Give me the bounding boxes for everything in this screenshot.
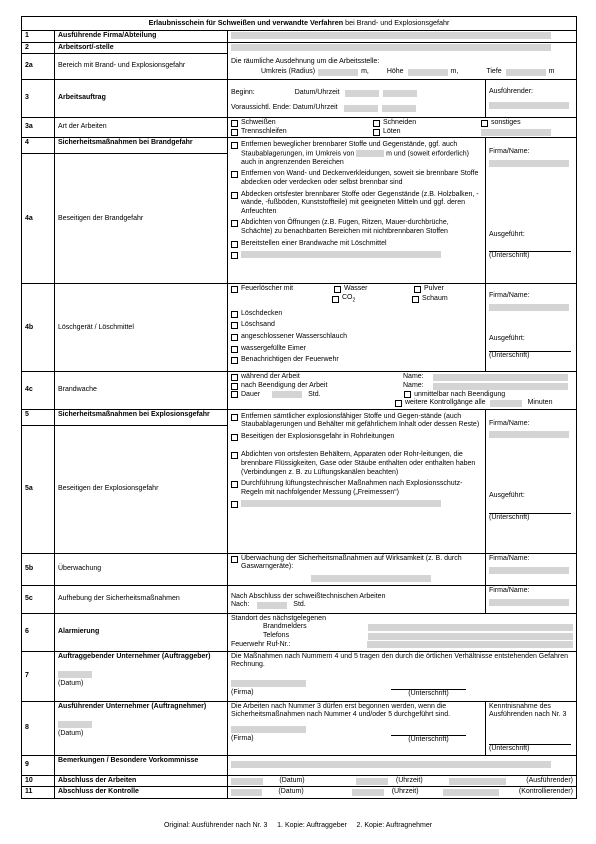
work-end-cell	[228, 775, 577, 787]
start-time-field[interactable]	[383, 90, 417, 97]
done-label: Ausgeführt:	[489, 334, 525, 342]
executor-label: Ausführender:	[489, 88, 533, 96]
row-label: Beseitigen der Explosionsgefahr	[55, 425, 228, 553]
measure-text: Beseitigen der Explosionsgefahr in Rohrleitungen	[241, 432, 395, 440]
work-type-cell	[228, 118, 577, 138]
subscript: 2	[352, 297, 356, 304]
role-label: (Ausführender)	[526, 776, 573, 784]
option-label: weitere Kontrollgänge alle	[405, 399, 486, 407]
time-label: (Uhrzeit)	[391, 788, 419, 796]
checkbox[interactable]	[231, 501, 238, 508]
checkbox[interactable]	[231, 252, 238, 259]
row-number: 1	[22, 30, 55, 42]
row-label: Brandwache	[55, 372, 228, 409]
checkbox[interactable]	[231, 556, 238, 563]
name-field[interactable]	[433, 383, 568, 390]
measure-text: Entfernen von Wand- und Deckenverkleidungen, soweit sie brennbare Stoffe abdecken oder verdecken oder selbst brennbar sind	[241, 170, 479, 187]
duration-field[interactable]	[272, 391, 302, 398]
measure-text: Abdecken ortsfester brennbarer Stoffe oder Gegenstände (z.B. Holzbalken, -wände, -fußböden, Kunststoffteile) mit geeigneten Mitteln und ggf. deren Anfeuchten	[241, 190, 479, 215]
other-field[interactable]	[481, 129, 551, 136]
hours-field[interactable]	[257, 602, 287, 609]
lifting-cell	[228, 585, 486, 613]
checkbox[interactable]	[231, 171, 238, 178]
checkbox[interactable]	[231, 434, 238, 441]
row-number: 4c	[22, 372, 55, 409]
signature-label: (Unterschrift)	[391, 735, 466, 745]
firm-field[interactable]	[228, 30, 577, 42]
acknowledgement-cell	[486, 701, 577, 755]
monitoring-text: Überwachung der Sicherheitsmaßnahmen auf Wirksamkeit (z. B. durch Gaswarngeräte):	[241, 554, 462, 571]
lifting-signoff-cell	[486, 585, 577, 613]
row-number: 7	[22, 651, 55, 701]
checkbox[interactable]	[231, 383, 238, 390]
checkbox[interactable]	[231, 129, 238, 136]
row-label: Arbeitsort/-stelle	[55, 42, 228, 54]
extinguisher-signoff-cell	[486, 284, 577, 372]
checkbox[interactable]	[231, 357, 238, 364]
location-cell	[228, 42, 577, 80]
checkbox[interactable]	[231, 142, 238, 149]
row-number: 4	[22, 138, 55, 154]
checkbox[interactable]	[231, 286, 238, 293]
row-number: 5c	[22, 585, 55, 613]
option-label: CO	[342, 293, 353, 301]
time-field[interactable]	[356, 778, 388, 785]
row-number: 5	[22, 409, 55, 425]
measure-text: Abdichten von Öffnungen (z.B. Fugen, Ritzen, Mauer-durchbrüche, Schächte) zu benachbarten Bereichen mit nichtbrennbaren Stoffen	[241, 219, 449, 235]
permit-table	[21, 16, 577, 799]
unit-label: Std.	[293, 601, 306, 609]
option-label: Schaum	[422, 295, 448, 303]
firm-label: Firma/Name:	[489, 419, 530, 427]
checkbox[interactable]	[231, 391, 238, 398]
option-label: wassergefüllte Eimer	[241, 344, 306, 352]
row-label: Abschluss der Kontrolle	[55, 787, 228, 799]
date-label: (Datum)	[58, 680, 84, 688]
datetime-label: Datum/Uhrzeit	[294, 89, 340, 97]
firm-label: (Firma)	[231, 735, 254, 743]
checkbox[interactable]	[231, 220, 238, 227]
signature-label: (Unterschrift)	[391, 689, 466, 699]
time-label: (Uhrzeit)	[395, 776, 423, 784]
checkbox[interactable]	[395, 400, 402, 407]
permit-form	[21, 16, 576, 799]
date-field[interactable]	[231, 778, 263, 785]
other-measure-field[interactable]	[241, 251, 441, 258]
depth-label: Tiefe	[486, 68, 502, 76]
checkbox[interactable]	[231, 452, 238, 459]
row-number: 11	[22, 787, 55, 799]
option-label: Löschsand	[241, 321, 275, 329]
row-label: Art der Arbeiten	[55, 118, 228, 138]
height-label: Höhe	[386, 68, 404, 76]
measure-text: Durchführung lüftungstechnischer Maßnahmen nach Explosionsschutz-Regeln mit nachfolgender Messung („Freimessen“)	[241, 480, 463, 496]
detector-label: Brandmelders	[263, 623, 307, 631]
unit-label: Std.	[308, 390, 321, 398]
phone-label: Telefons	[263, 632, 290, 639]
date-field[interactable]	[58, 671, 92, 678]
checkbox[interactable]	[231, 481, 238, 488]
row-label: Auftraggebender Unternehmer (Auftraggeber)	[58, 652, 211, 660]
measure-text: Abdichten von ortsfesten Behältern, Apparaten oder Rohr-leitungen, die brennbare Flüssigkeiten, Gase oder Stäube enthalten oder enthalten haben (Verbindungen z. B. zu Lüftungskanälen beachten)	[241, 451, 476, 476]
fire-dept-label: Feuerwehr Ruf-Nr.:	[231, 640, 291, 648]
date-label: (Datum)	[278, 788, 304, 796]
end-time-field[interactable]	[382, 105, 416, 112]
row-label: Alarmierung	[55, 613, 228, 651]
date-field[interactable]	[231, 789, 262, 796]
option-label: Dauer	[241, 390, 261, 398]
contractor-cell	[55, 701, 228, 755]
unit-label: m,	[450, 68, 459, 76]
row-label: Überwachung	[55, 553, 228, 585]
monitoring-cell	[228, 553, 486, 585]
row-label: Ausführender Unternehmer (Auftragnehmer)	[58, 702, 207, 710]
lifting-text: Nach Abschluss der schweißtechnischen Arbeiten	[231, 592, 386, 600]
name-label: Name:	[403, 381, 424, 389]
checkbox[interactable]	[334, 286, 341, 293]
measure-text: Entfernen beweglicher brennbarer Stoffe und Gegenstände, ggf. auch Staubablagerungen, im Umkreis von	[241, 141, 458, 158]
checkbox[interactable]	[332, 296, 339, 303]
fire-measures-cell	[228, 138, 486, 284]
row-number: 5b	[22, 553, 55, 585]
option-label: Löschdecken	[241, 309, 283, 317]
detector-field[interactable]	[368, 624, 573, 631]
radius-field[interactable]	[318, 69, 358, 76]
row-label: Bemerkungen / Besondere Vorkommnisse	[55, 755, 228, 775]
option-label: Pulver	[424, 285, 444, 293]
option-label: unmittelbar nach Beendigung	[414, 390, 506, 398]
option-label: nach Beendigung der Arbeit	[241, 381, 328, 389]
row-number: 2	[22, 42, 55, 54]
unit-label: Minuten	[527, 399, 553, 407]
signature-label: (Unterschrift)	[489, 744, 571, 754]
control-end-cell	[228, 787, 577, 799]
row-number: 2a	[22, 54, 55, 80]
acknowledgement-text: Kenntnisnahme des Ausführenden nach Nr. 3	[489, 702, 567, 719]
measure-text: Bereitstellen einer Brandwache mit Löschmittel	[241, 239, 387, 247]
location-text: Standort des nächstgelegenen	[231, 614, 326, 622]
checkbox[interactable]	[231, 322, 238, 329]
row-number: 3	[22, 80, 55, 118]
monitoring-signoff-cell	[486, 553, 577, 585]
checkbox[interactable]	[481, 120, 488, 127]
row-label: Sicherheitsmaßnahmen bei Brandgefahr	[55, 138, 228, 154]
monitoring-field[interactable]	[311, 575, 431, 582]
row-label: Aufhebung der Sicherheitsmaßnahmen	[55, 585, 228, 613]
signature-field[interactable]	[449, 778, 506, 785]
checkbox[interactable]	[231, 414, 238, 421]
role-label: (Kontrollierender)	[518, 788, 573, 796]
checkbox[interactable]	[231, 241, 238, 248]
phone-field[interactable]	[368, 633, 573, 640]
end-date-field[interactable]	[344, 105, 378, 112]
firm-field[interactable]	[231, 726, 306, 733]
row-number: 3a	[22, 118, 55, 138]
checkbox[interactable]	[414, 286, 421, 293]
signature-label: (Unterschrift)	[489, 251, 571, 261]
option-label: sonstiges	[491, 119, 521, 127]
fire-watch-cell	[228, 372, 577, 409]
time-field[interactable]	[352, 789, 383, 796]
option-label: Schneiden	[383, 119, 417, 127]
date-field[interactable]	[58, 721, 92, 728]
firm-label: (Firma)	[231, 689, 254, 697]
firm-label: Firma/Name:	[489, 292, 530, 300]
checkbox[interactable]	[231, 374, 238, 381]
row-number: 5a	[22, 425, 55, 553]
checkbox[interactable]	[231, 192, 238, 199]
start-label: Beginn:	[231, 89, 255, 97]
row-label: Abschluss der Arbeiten	[55, 775, 228, 787]
firm-field[interactable]	[489, 160, 569, 167]
start-date-field[interactable]	[345, 90, 379, 97]
row-number: 9	[22, 755, 55, 775]
option-label: während der Arbeit	[241, 373, 300, 381]
option-label: Trennschleifen	[241, 127, 287, 135]
signature-field[interactable]	[443, 789, 498, 796]
option-label: Benachrichtigen der Feuerwehr	[241, 356, 339, 364]
option-label: Schweißen	[241, 119, 276, 127]
checkbox[interactable]	[231, 346, 238, 353]
firm-field[interactable]	[489, 599, 569, 606]
row-number: 4b	[22, 284, 55, 372]
option-label: angeschlossener Wasserschlauch	[241, 333, 347, 341]
client-statement-cell	[228, 651, 577, 701]
firm-label: Firma/Name:	[489, 148, 530, 156]
row-label: Bereich mit Brand- und Explosionsgefahr	[55, 54, 228, 80]
radius-label: Umkreis (Radius)	[261, 68, 316, 76]
interval-field[interactable]	[490, 400, 522, 407]
end-label: Voraussichtl. Ende: Datum/Uhrzeit	[231, 103, 338, 111]
firm-field[interactable]	[231, 680, 306, 687]
unit-label: m	[548, 68, 555, 76]
explosion-signoff-cell	[486, 409, 577, 553]
firm-field[interactable]	[489, 304, 569, 311]
name-field[interactable]	[433, 374, 568, 381]
radius-field[interactable]	[356, 150, 384, 157]
height-field[interactable]	[408, 69, 448, 76]
row-label: Beseitigen der Brandgefahr	[55, 154, 228, 284]
unit-label: m,	[361, 68, 369, 76]
statement-text: Die Arbeiten nach Nummer 3 dürfen erst begonnen werden, wenn die Sicherheitsmaßnahmen nach Nummer 4 und/oder 5 durchgeführt sind.	[231, 702, 451, 719]
option-label: Feuerlöscher mit	[241, 285, 294, 293]
row-label: Sicherheitsmaßnahmen bei Explosionsgefahr	[55, 409, 228, 425]
firm-field[interactable]	[489, 567, 569, 574]
checkbox[interactable]	[231, 120, 238, 127]
done-label: Ausgeführt:	[489, 230, 525, 238]
executor-field[interactable]	[489, 102, 569, 109]
row-number: 4a	[22, 154, 55, 284]
firm-label: Firma/Name:	[489, 554, 530, 562]
statement-text: Die Maßnahmen nach Nummern 4 und 5 tragen den durch die örtlichen Verhältnisse entstehenden Gefahren Rechnung.	[231, 652, 568, 669]
checkbox[interactable]	[373, 120, 380, 127]
extinguisher-cell	[228, 284, 486, 372]
row-number: 10	[22, 775, 55, 787]
firm-field[interactable]	[489, 431, 569, 438]
explosion-measures-cell	[228, 409, 486, 553]
checkbox[interactable]	[373, 129, 380, 136]
after-label: Nach:	[231, 601, 250, 609]
fire-signoff-cell	[486, 138, 577, 284]
fire-dept-field[interactable]	[367, 641, 573, 648]
form-title: Erlaubnisschein für Schweißen und verwandte Verfahren bei Brand- und Explosionsgefahr	[22, 17, 577, 31]
signature-label: (Unterschrift)	[489, 513, 571, 523]
remarks-field[interactable]	[228, 755, 577, 775]
depth-field[interactable]	[506, 69, 546, 76]
checkbox[interactable]	[231, 334, 238, 341]
executor-cell	[486, 80, 577, 118]
checkbox[interactable]	[412, 296, 419, 303]
firm-label: Firma/Name:	[489, 586, 530, 594]
area-text: Die räumliche Ausdehnung um die Arbeitsstelle:	[231, 58, 380, 66]
date-label: (Datum)	[58, 730, 84, 738]
signature-label: (Unterschrift)	[489, 351, 571, 361]
row-number: 6	[22, 613, 55, 651]
other-measure-field[interactable]	[241, 500, 441, 507]
measure-text: m und (soweit erforderlich) auch in angrenzenden Bereichen	[241, 150, 470, 166]
row-label: Ausführende Firma/Abteilung	[55, 30, 228, 42]
checkbox[interactable]	[231, 311, 238, 318]
row-label: Löschgerät / Löschmittel	[55, 284, 228, 372]
checkbox[interactable]	[404, 391, 411, 398]
done-label: Ausgeführt:	[489, 492, 525, 500]
measure-text: Entfernen sämtlicher explosionsfähiger Stoffe und Gegen-stände (auch Staubablagerungen und Behälter mit gefährlichem Inhalt oder dessen Reste)	[241, 412, 480, 429]
row-label: Arbeitsauftrag	[55, 80, 228, 118]
row-number: 8	[22, 701, 55, 755]
alarm-cell	[228, 613, 577, 651]
date-label: (Datum)	[279, 776, 305, 784]
contractor-statement-cell	[228, 701, 486, 755]
name-label: Name:	[403, 373, 424, 381]
distribution-footer: Original: Ausführender nach Nr. 3 1. Kopie: Auftraggeber 2. Kopie: Auftragnehmer	[163, 822, 433, 829]
option-label: Wasser	[344, 285, 368, 293]
client-cell	[55, 651, 228, 701]
option-label: Löten	[383, 127, 401, 135]
schedule-cell	[228, 80, 486, 118]
